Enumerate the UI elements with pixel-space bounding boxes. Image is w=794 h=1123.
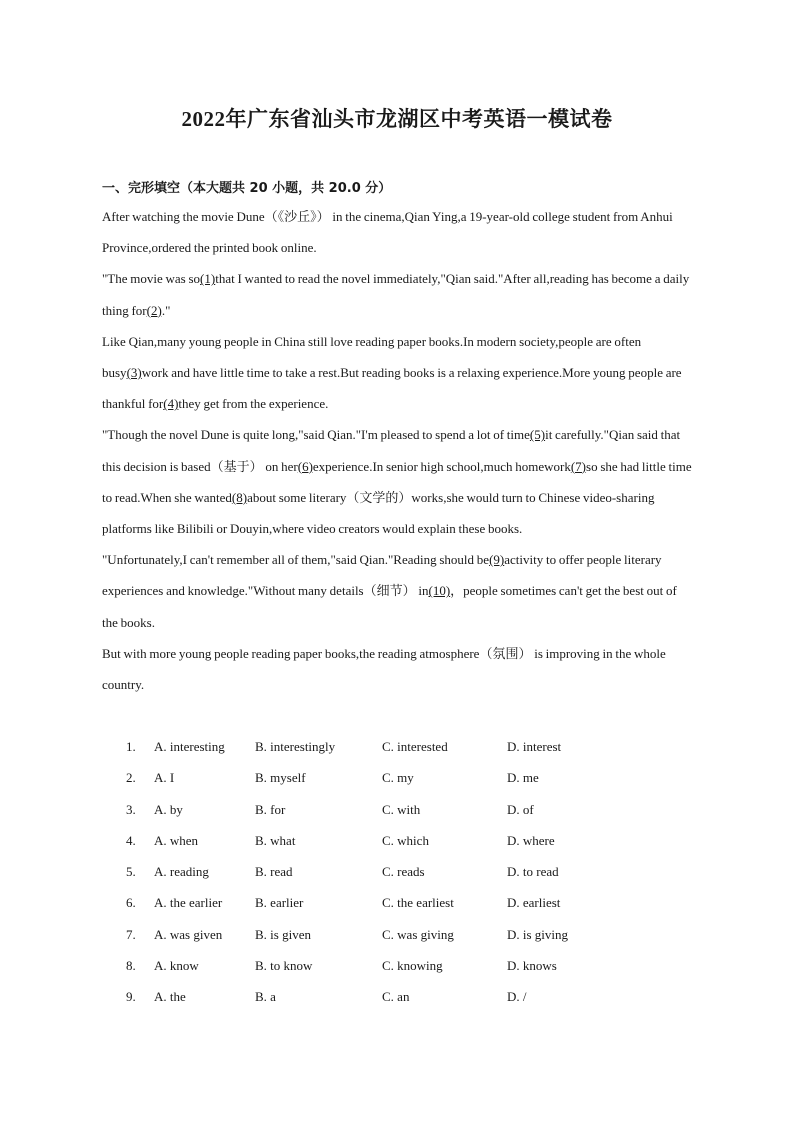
question-number: 6. [126, 895, 136, 911]
option-c[interactable]: C. reads [382, 864, 425, 880]
option-b[interactable]: B. interestingly [255, 739, 336, 754]
option-b[interactable]: B. earlier [255, 895, 304, 911]
page-title: 2022年广东省汕头市龙湖区中考英语一模试卷 [181, 107, 613, 131]
option-d[interactable]: D. me [507, 770, 539, 786]
option-b[interactable]: B. read [255, 864, 293, 880]
option-d[interactable]: D. where [507, 832, 555, 848]
question-number: 3. [126, 801, 136, 817]
option-b[interactable]: B. is given [255, 926, 311, 942]
option-d[interactable]: D. knows [507, 958, 557, 974]
option-c[interactable]: C. an [382, 989, 410, 1005]
paragraph-6: But with more young people reading paper books,the reading atmosphere（氛围） is improving in the whole country. [102, 645, 666, 693]
option-b[interactable]: B. for [255, 801, 286, 817]
paragraph-5: "Unfortunately,I can't remember all of them,"said Qian."Reading should be(9)activity to offer people literary experiences and knowledge."Without many details（细节） in(10)，people sometimes can't get the best out of the books. [102, 552, 677, 630]
option-a[interactable]: A. was given [154, 926, 223, 942]
option-a[interactable]: A. reading [154, 864, 209, 880]
question-number: 8. [126, 958, 136, 974]
blank-6: (6) [297, 458, 313, 474]
section-heading: 一、完形填空（本大题共 20 小题，共 20.0 分） [102, 181, 392, 196]
option-c[interactable]: C. interested [382, 739, 448, 754]
option-d[interactable]: D. / [507, 989, 527, 1005]
option-d[interactable]: D. is giving [507, 926, 569, 942]
blank-5: (5) [529, 427, 546, 443]
option-a[interactable]: A. when [154, 832, 199, 848]
option-a[interactable]: A. by [154, 801, 183, 817]
blank-1: (1) [200, 271, 216, 287]
option-a[interactable]: A. interesting [154, 739, 225, 754]
blank-9: (9) [489, 552, 505, 568]
option-c[interactable]: C. the earliest [382, 895, 454, 911]
question-number: 5. [126, 864, 136, 880]
option-a[interactable]: A. I [154, 770, 175, 786]
blank-2: (2) [146, 302, 162, 318]
question-number: 4. [126, 832, 136, 848]
option-d[interactable]: D. earliest [507, 895, 561, 911]
blank-7: (7) [570, 458, 587, 474]
option-d[interactable]: D. interest [507, 739, 562, 754]
blank-3: (3) [126, 365, 142, 381]
option-b[interactable]: B. myself [255, 770, 306, 786]
question-number: 1. [126, 739, 136, 754]
paragraph-2: "The movie was so(1)that I wanted to read the novel immediately,"Qian said."After all,reading has become a daily thing for(2)." [102, 271, 690, 318]
option-c[interactable]: C. which [382, 832, 429, 848]
option-d[interactable]: D. of [507, 801, 534, 817]
question-number: 9. [126, 989, 136, 1005]
blank-8: (8) [231, 489, 248, 505]
question-number: 2. [126, 770, 136, 786]
option-c[interactable]: C. with [382, 801, 421, 817]
cloze-passage [102, 201, 694, 700]
paragraph-4: "Though the novel Dune is quite long,"said Qian."I'm pleased to spend a lot of time(5)it carefully."Qian said that this decision is based（基于） on her(6)experience.In senior high school,much homework(7)so she had little time to read.When she wanted(8)about some literary（文学的）works,she would turn to Chinese video-sharing platforms like Bilibili or Douyin,where video creators would explain these books. [102, 427, 692, 537]
option-b[interactable]: B. a [255, 989, 276, 1005]
blank-4: (4) [163, 396, 179, 412]
option-a[interactable]: A. the [154, 989, 186, 1005]
paragraph-1: After watching the movie Dune（《沙丘》） in the cinema,Qian Ying,a 19-year-old college student from Anhui Province,ordered the printed book online. [102, 209, 673, 256]
option-b[interactable]: B. what [255, 832, 296, 848]
option-d[interactable]: D. to read [507, 864, 559, 880]
option-a[interactable]: A. know [154, 958, 199, 974]
paragraph-3: Like Qian,many young people in China still love reading paper books.In modern society,people are often busy(3)work and have little time to take a rest.But reading books is a relaxing experience.More young people are thankful for(4)they get from the experience. [102, 333, 682, 412]
option-a[interactable]: A. the earlier [154, 895, 223, 911]
option-c[interactable]: C. was giving [382, 926, 454, 942]
question-number: 7. [126, 926, 136, 942]
option-c[interactable]: C. my [382, 770, 414, 786]
option-c[interactable]: C. knowing [382, 958, 443, 974]
blank-10: (10) [428, 583, 451, 599]
option-b[interactable]: B. to know [255, 958, 313, 974]
